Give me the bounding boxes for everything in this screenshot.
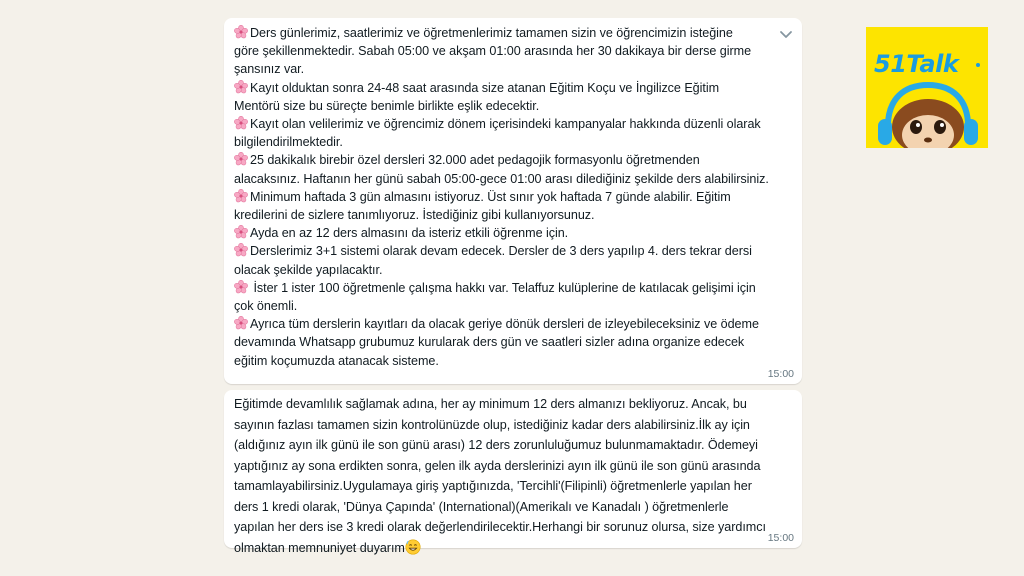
message-text-1: [234, 24, 792, 370]
message-line: [234, 133, 792, 151]
message-line: [234, 60, 792, 78]
message-line: [234, 517, 792, 538]
message-line: [234, 297, 792, 315]
message-line: [234, 42, 792, 60]
message-bubble-2[interactable]: [224, 390, 802, 555]
message-line: [234, 435, 792, 456]
message-line-text: Kayıt olduktan sonra 24-48 saat arasında size atanan Eğitim Koçu ve İngilizce Eğitim: [250, 80, 720, 95]
message-line-text: (aldığınız ayın ilk günü ile son günü arası) 12 ders zorunluluğumuz bulunmamaktadır. Ödemeyi: [234, 438, 758, 452]
message-line-text: ders 1 kredi olarak, 'Dünya Çapında' (International)(Amerikalı ve Kanadalı ) öğretmenlerle: [234, 499, 729, 514]
message-line: [234, 261, 792, 279]
monkey-mascot-icon: [866, 27, 988, 148]
message-line-text: yapılan her ders ise 3 kredi olarak değerlendirilecektir.Herhangi bir sorunuz olursa, size yardımcı: [234, 520, 766, 534]
cherry-blossom-icon: [234, 116, 248, 130]
message-bubble-1[interactable]: [224, 18, 802, 384]
smiling-face-icon: [405, 539, 421, 555]
message-line-text: kredilerini de sizlere tanımlıyoruz. İstediğiniz gibi kullanıyorsunuz.: [234, 208, 595, 223]
message-line: [234, 497, 792, 518]
message-line-text: Ayrıca tüm derslerin kayıtları da olacak geriye dönük dersleri de izleyebileceksiniz ve ödeme: [250, 317, 759, 332]
message-line-text: Kayıt olan velilerimiz ve öğrencimiz dönem içerisindeki kampanyalar hakkında düzenli olarak: [250, 117, 761, 132]
message-line: [234, 151, 792, 169]
message-line-text: sayının fazlası tamamen sizin kontrolünüzde olup, istediğiniz kadar ders alabilirsiniz.İlk ay için: [234, 417, 750, 432]
message-line: [234, 242, 792, 260]
message-line-text: eğitim koçumuzda atanacak sisteme.: [234, 353, 439, 368]
message-line-text: bilgilendirilmektedir.: [234, 135, 343, 150]
cherry-blossom-icon: [234, 243, 248, 257]
message-line-text: Ayda en az 12 ders almasını da isteriz etkili öğrenme için.: [250, 226, 569, 241]
message-line-text: çok önemli.: [234, 299, 298, 314]
message-line: [234, 224, 792, 242]
cherry-blossom-icon: [234, 25, 248, 39]
message-line: [234, 333, 792, 351]
brand-logo: [866, 27, 988, 148]
cherry-blossom-icon: [234, 280, 248, 294]
cherry-blossom-icon: [234, 152, 248, 166]
message-timestamp: 15:00: [767, 368, 794, 380]
message-line: [234, 79, 792, 97]
message-line-text: göre şekillenmektedir. Sabah 05:00 ve akşam 01:00 arasında her 30 dakikaya bir derse girme: [234, 44, 752, 59]
message-line-text: yaptığınız ay sona erdikten sonra, gelen ilk ayda derslerinizi ayın ilk günü ile son günü arasında: [234, 458, 761, 473]
message-line: [234, 476, 792, 497]
message-timestamp: 15:00: [767, 532, 794, 544]
message-line: [234, 170, 792, 188]
message-line: [234, 315, 792, 333]
message-line: [234, 394, 792, 415]
cherry-blossom-icon: [234, 189, 248, 203]
message-line-text: Mentörü size bu süreçte benimle birlikte eşlik edecektir.: [234, 98, 540, 113]
message-line-text: Minimum haftada 3 gün almasını istiyoruz. Üst sınır yok haftada 7 günde alabilir. Eğitim: [250, 189, 731, 204]
message-line-text: İster 1 ister 100 öğretmenle çalışma hakkı var. Telaffuz kulüplerine de katılacak gelişimi için: [250, 280, 756, 295]
chevron-down-icon[interactable]: [778, 26, 794, 42]
cherry-blossom-icon: [234, 316, 248, 330]
message-line: [234, 206, 792, 224]
message-line-text: Derslerimiz 3+1 sistemi olarak devam edecek. Dersler de 3 ders yapılıp 4. ders tekrar dersi: [250, 244, 752, 259]
message-line: [234, 115, 792, 133]
cherry-blossom-icon: [234, 80, 248, 94]
message-line: [234, 538, 792, 559]
cherry-blossom-icon: [234, 225, 248, 239]
message-line-text: 25 dakikalık birebir özel dersleri 32.000 adet pedagojik formasyonlu öğretmenden: [250, 153, 700, 168]
message-line-text: alacaksınız. Haftanın her günü sabah 05:00-gece 01:00 arası dilediğiniz şekilde ders alabilirsiniz.: [234, 171, 769, 186]
message-line: [234, 97, 792, 115]
logo-text: 51Talk: [874, 50, 959, 78]
message-text-2: [234, 394, 792, 558]
message-line: [234, 352, 792, 370]
message-line-text: devamında Whatsapp grubumuz kurularak ders gün ve saatleri sizler adına organize edecek: [234, 335, 745, 350]
message-line-text: Eğitimde devamlılık sağlamak adına, her ay minimum 12 ders almanızı bekliyoruz. Ancak, bu: [234, 397, 747, 411]
message-line: [234, 188, 792, 206]
message-line-text: şansınız var.: [234, 62, 305, 77]
message-line-text: olmaktan memnuniyet duyarım: [234, 540, 405, 555]
message-line-text: tamamlayabilirsiniz.Uygulamaya giriş yaptığınızda, 'Tercihli'(Filipinli) öğretmenlerle yapılan her: [234, 479, 752, 493]
message-line: [234, 415, 792, 436]
message-line: [234, 279, 792, 297]
message-line: [234, 24, 792, 42]
message-line-text: olacak şekilde yapılacaktır.: [234, 262, 383, 277]
message-line: [234, 456, 792, 477]
message-line-text: Ders günlerimiz, saatlerimiz ve öğretmenlerimiz tamamen sizin ve öğrencimizin isteğine: [250, 26, 733, 40]
